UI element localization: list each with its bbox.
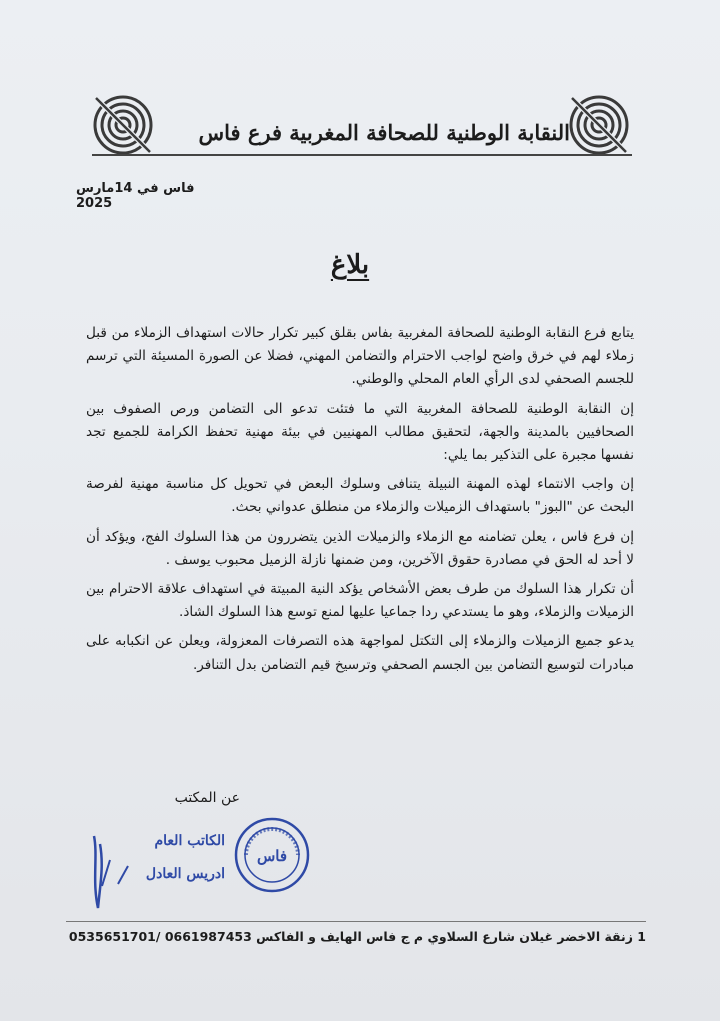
document-date: فاس في 14مارس 2025	[76, 181, 195, 211]
document-title: بلاغ	[330, 250, 370, 280]
header-divider	[92, 154, 632, 156]
stamp-text: فاس	[256, 847, 288, 865]
footer-address: 1 زنقة الاخضر غيلان شارع السلاوي م ج فاس الهايف و الفاكس 0661987453 /0535651701	[68, 929, 646, 944]
paragraph: إن واجب الانتماء لهذه المهنة النبيلة يتنافى وسلوك البعض في تحويل كل مناسبة مهنية لفرصة البحث عن "البوز" باستهداف الزميلات والزملاء من منطلق عدواني بحث.	[86, 476, 634, 516]
signatory-name: ادريس العادل	[145, 866, 225, 882]
footer-divider	[66, 921, 646, 922]
paragraph: أن تكرار هذا السلوك من طرف بعض الأشخاص يؤكد النية المبيتة في استهداف علاقة الاحترام بين الزميلات والزملاء، وهو ما يستدعي ردا جماعيا عليها لمنع توسع هذا السلوك الشاذ.	[86, 581, 634, 621]
signature-office: عن المكتب	[174, 790, 240, 806]
union-logo-icon	[92, 94, 154, 156]
paragraph: يتابع فرع النقابة الوطنية للصحافة المغربية بفاس بقلق كبير تكرار حالات استهداف الزملاء من قبل زملاء لهم في خرق واضح لواجب الاحترام والتضامن المهني، فضلا عن الصورة المسيئة التي ترسم للجسم الصحفي لدى الرأي العام المحلي والوطني.	[86, 325, 634, 388]
document-body	[86, 322, 634, 683]
union-logo-icon	[568, 94, 630, 156]
handwritten-signature	[88, 826, 218, 916]
paragraph: إن فرع فاس ، يعلن تضامنه مع الزملاء والزميلات الذين يتضررون من هذا السلوك الفج، ويؤكد أن لا أحد له الحق في مصادرة حقوق الآخرين، ومن ضمنها نازلة الزميل محبوب يوسف .	[86, 528, 634, 568]
signatory-role: الكاتب العام	[154, 833, 225, 849]
union-name: النقابة الوطنية للصحافة المغربية فرع فاس	[198, 120, 570, 145]
paragraph: إن النقابة الوطنية للصحافة المغربية التي ما فتئت تدعو الى التضامن ورص الصفوف بين الصحافيين بالمدينة والجهة، لتحقيق مطالب المهنيين في بيئة مهنية تحفظ الكرامة للجميع تجد نفسها مجبرة على التذكير بما يلي:	[86, 400, 634, 464]
paragraph: يدعو جميع الزميلات والزملاء إلى التكتل لمواجهة هذه التصرفات المعزولة، ويعلن عن انكبابه على مبادرات لتوسيع التضامن بين الجسم الصحفي وترسيخ قيم التضامن بدل التنافر.	[86, 633, 634, 673]
official-stamp	[232, 815, 312, 895]
